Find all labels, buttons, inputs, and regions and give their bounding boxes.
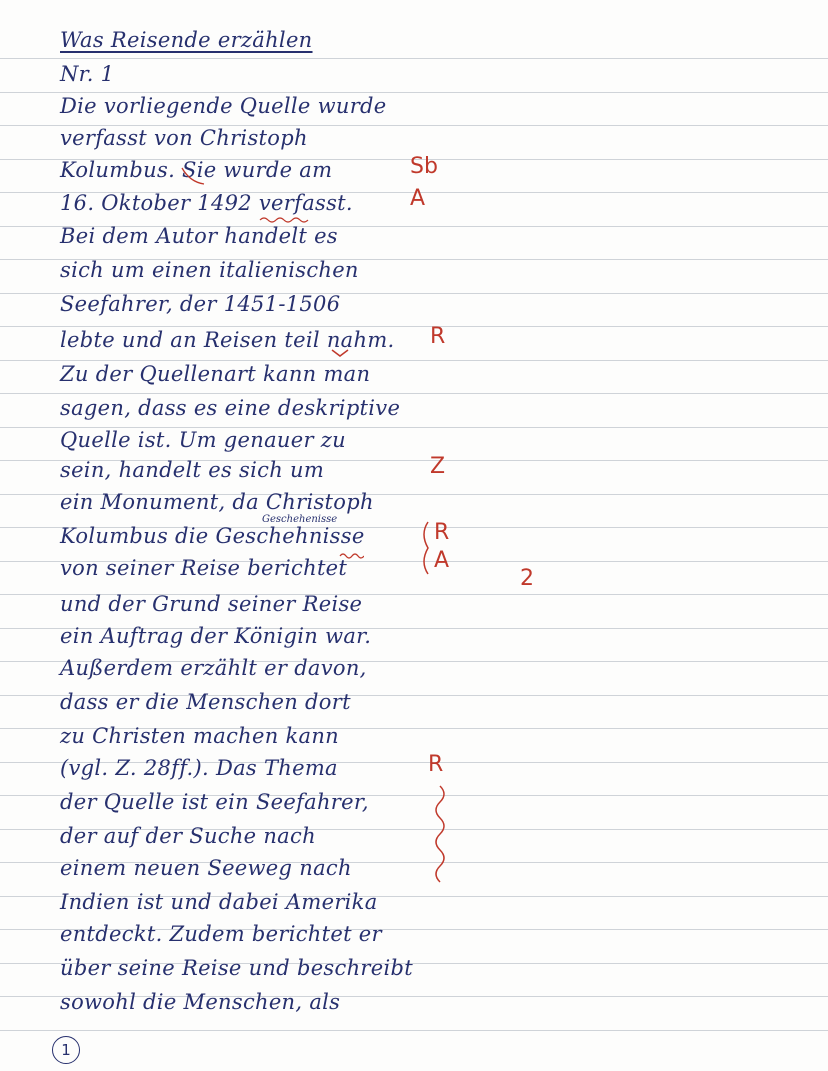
insertion-arrow (180, 166, 208, 186)
text-line: der auf der Suche nach (60, 824, 316, 848)
margin-mark-a: A (434, 548, 450, 573)
margin-mark-r: R (430, 324, 446, 349)
title-line: Was Reisende erzählen (60, 28, 313, 52)
text-line: ein Monument, da Christoph (60, 490, 374, 514)
text-line: einem neuen Seeweg nach (60, 856, 352, 880)
text-line: Quelle ist. Um genauer zu (60, 428, 346, 452)
ruled-line (0, 92, 828, 93)
text-line: sagen, dass es eine deskriptive (60, 396, 401, 420)
ruled-line (0, 58, 828, 59)
text-line: (vgl. Z. 28ff.). Das Thema (60, 756, 338, 780)
caret-mark (330, 348, 350, 358)
underline-squiggle (258, 216, 314, 224)
margin-squiggle (432, 784, 452, 884)
text-line: entdeckt. Zudem berichtet er (60, 922, 382, 946)
text-line: sein, handelt es sich um (60, 458, 325, 482)
ruled-line (0, 1030, 828, 1031)
text-line: ein Auftrag der Königin war. (60, 624, 372, 648)
text-line: von seiner Reise berichtet (60, 556, 348, 580)
number-line: Nr. 1 (60, 62, 115, 86)
text-line: lebte und an Reisen teil nahm. (60, 328, 395, 352)
ruled-line (0, 326, 828, 327)
text-line: über seine Reise und beschreibt (60, 956, 413, 980)
margin-bracket (418, 520, 434, 576)
underline-squiggle (338, 552, 364, 560)
text-line: Kolumbus die Geschehnisse (60, 524, 365, 548)
text-line: Die vorliegende Quelle wurde (60, 94, 387, 118)
margin-mark-sb: Sb (410, 154, 438, 179)
text-line: Indien ist und dabei Amerika (60, 890, 378, 914)
margin-mark-r: R (434, 520, 450, 545)
page-number: 1 (52, 1036, 80, 1064)
text-line: Kolumbus. Sie wurde am (60, 158, 333, 182)
text-line: Außerdem erzählt er davon, (60, 656, 367, 680)
text-line: und der Grund seiner Reise (60, 592, 363, 616)
margin-mark-grade: 2 (520, 566, 534, 591)
ruled-line (0, 393, 828, 394)
text-line: verfasst von Christoph (60, 126, 308, 150)
text-line: Bei dem Autor handelt es (60, 224, 338, 248)
text-line: 16. Oktober 1492 verfasst. (60, 191, 353, 215)
text-line: zu Christen machen kann (60, 724, 339, 748)
text-line: Seefahrer, der 1451-1506 (60, 292, 341, 316)
margin-mark-r: R (428, 752, 444, 777)
text-line: Zu der Quellenart kann man (60, 362, 371, 386)
text-line: sich um einen italienischen (60, 258, 359, 282)
margin-mark-a: A (410, 186, 426, 211)
ruled-line (0, 360, 828, 361)
text-line: der Quelle ist ein Seefahrer, (60, 790, 369, 814)
text-line: sowohl die Menschen, als (60, 990, 341, 1014)
margin-mark-z: Z (430, 454, 446, 479)
text-line: dass er die Menschen dort (60, 690, 351, 714)
correction-above-text: Geschehenisse (262, 514, 338, 525)
